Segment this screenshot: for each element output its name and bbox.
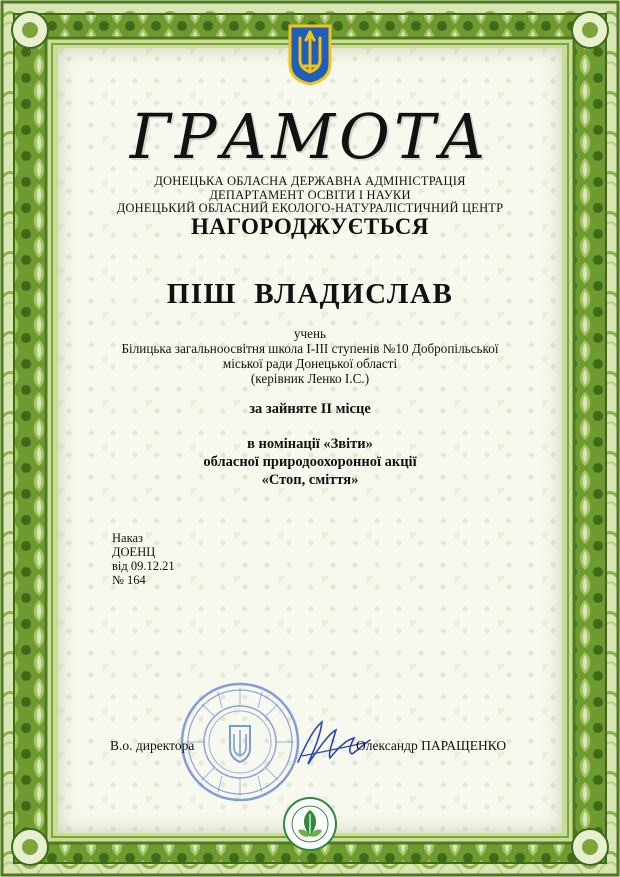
nomination-line-1: в номінації «Звіти» [247, 436, 373, 452]
certificate-title: ГРАМОТА [129, 100, 491, 173]
school-line-2: міської ради Донецької області [222, 356, 398, 371]
order-info [112, 531, 175, 587]
recipient-role: учень [293, 326, 327, 341]
eco-center-logo-icon [282, 796, 338, 852]
school-line-1: Білицька загальноосвітня школа І-ІІІ ступенів №10 Добропільської [121, 341, 499, 356]
order-line: ДОЕНЦ [112, 545, 156, 559]
signatory-role: В.о. директора [110, 738, 195, 753]
org-line-2: ДЕПАРТАМЕНТ ОСВІТИ І НАУКИ [209, 188, 411, 202]
signatory-name: Олександр ПАРАЩЕНКО [356, 738, 507, 753]
order-line: від 09.12.21 [112, 559, 175, 573]
awarded-heading: НАГОРОДЖУЄТЬСЯ [190, 214, 430, 239]
org-line-3: ДОНЕЦЬКИЙ ОБЛАСНИЙ ЕКОЛОГО-НАТУРАЛІСТИЧНИЙ ЦЕНТР [116, 201, 504, 215]
order-line: Наказ [112, 531, 143, 545]
org-line-1: ДОНЕЦЬКА ОБЛАСНА ДЕРЖАВНА АДМІНІСТРАЦІЯ [154, 174, 466, 188]
nomination-line-3: «Стоп, сміття» [261, 472, 359, 488]
nomination-line-2: обласної природоохоронної акції [203, 454, 417, 470]
order-line: № 164 [112, 573, 146, 587]
school-line-3: (керівник Ленко І.С.) [250, 371, 370, 386]
round-seal-stamp [178, 680, 302, 804]
trident-icon [288, 24, 332, 86]
recipient-name: ПІШ ВЛАДИСЛАВ [166, 278, 454, 310]
place-line: за зайняте ІІ місце [249, 401, 371, 417]
